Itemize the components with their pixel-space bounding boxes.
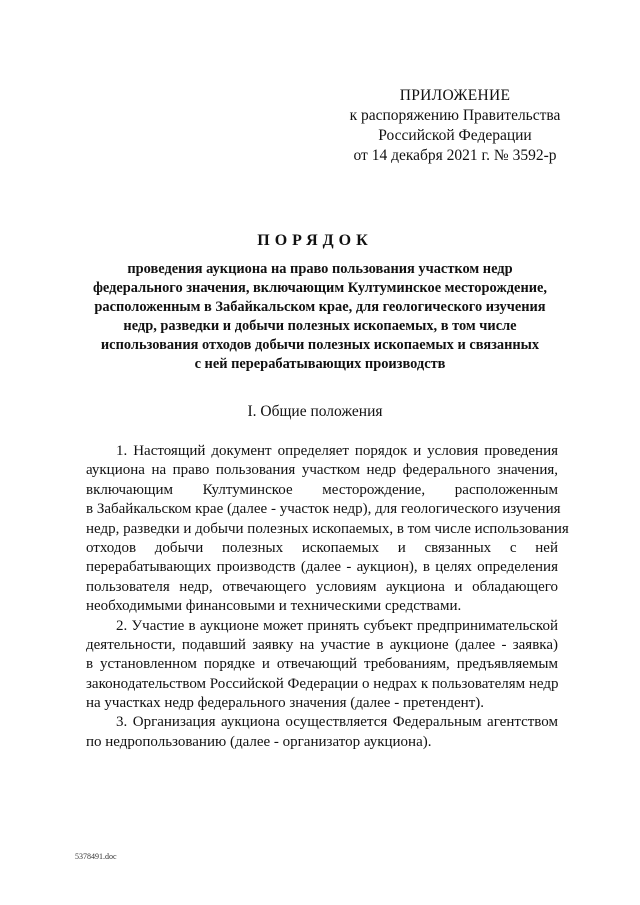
paragraph-line: отходов добычи полезных ископаемых и связанных с ней bbox=[86, 539, 558, 556]
paragraph-line: деятельности, подавший заявку на участие в аукционе (далее - заявка) bbox=[86, 636, 558, 653]
appendix-line: к распоряжению Правительства bbox=[349, 107, 561, 124]
paragraph-line: по недропользованию (далее - организатор аукциона). bbox=[86, 733, 432, 750]
document-body bbox=[86, 442, 569, 752]
subtitle-line: использования отходов добычи полезных ископаемых и связанных bbox=[100, 337, 540, 353]
paragraph-line: на участках недр федерального значения (далее - претендент). bbox=[86, 695, 484, 712]
subtitle-line: федерального значения, включающим Култуминское месторождение, bbox=[92, 280, 548, 296]
appendix-title: ПРИЛОЖЕНИЕ bbox=[399, 87, 511, 104]
paragraph-line: в установленном порядке и отвечающий требованиям, предъявляемым bbox=[86, 656, 558, 673]
appendix-block bbox=[330, 86, 580, 166]
paragraph-line: 1. Настоящий документ определяет порядок и условия проведения bbox=[116, 443, 558, 459]
paragraph-line: законодательством Российской Федерации о недрах к пользователям недр bbox=[86, 675, 559, 692]
appendix-date-number: от 14 декабря 2021 г. № 3592-р bbox=[353, 147, 557, 164]
paragraph-line: в Забайкальском крае (далее - участок недр), для геологического изучения bbox=[86, 501, 561, 518]
document-title: ПОРЯДОК bbox=[257, 232, 373, 249]
paragraph-line: перерабатывающих производств (далее - аукцион), в целях определения bbox=[86, 559, 558, 576]
paragraph-line: недр, разведки и добычи полезных ископаемых, в том числе использования bbox=[86, 520, 569, 537]
subtitle-line: с ней перерабатывающих производств bbox=[194, 356, 446, 372]
appendix-line: Российской Федерации bbox=[378, 127, 532, 144]
section-heading: I. Общие положения bbox=[247, 403, 383, 420]
document-subtitle bbox=[60, 260, 580, 374]
paragraph-line: включающим Култуминское месторождение, расположенным bbox=[86, 481, 558, 498]
paragraph-line: 3. Организация аукциона осуществляется Федеральным агентством bbox=[116, 714, 558, 731]
file-name-footer: 5378491.doc bbox=[75, 852, 117, 861]
paragraph-line: пользователя недр, отвечающего условиям аукциона и обладающего bbox=[86, 578, 558, 595]
subtitle-line: проведения аукциона на право пользования участком недр bbox=[127, 261, 513, 277]
subtitle-line: расположенным в Забайкальском крае, для геологического изучения bbox=[94, 299, 546, 315]
paragraph-line: 2. Участие в аукционе может принять субъект предпринимательской bbox=[116, 617, 558, 634]
paragraph-line: необходимыми финансовыми и техническими средствами. bbox=[86, 598, 462, 615]
subtitle-line: недр, разведки и добычи полезных ископаемых, в том числе bbox=[123, 318, 517, 334]
paragraph-line: аукциона на право пользования участком недр федерального значения, bbox=[86, 462, 558, 479]
